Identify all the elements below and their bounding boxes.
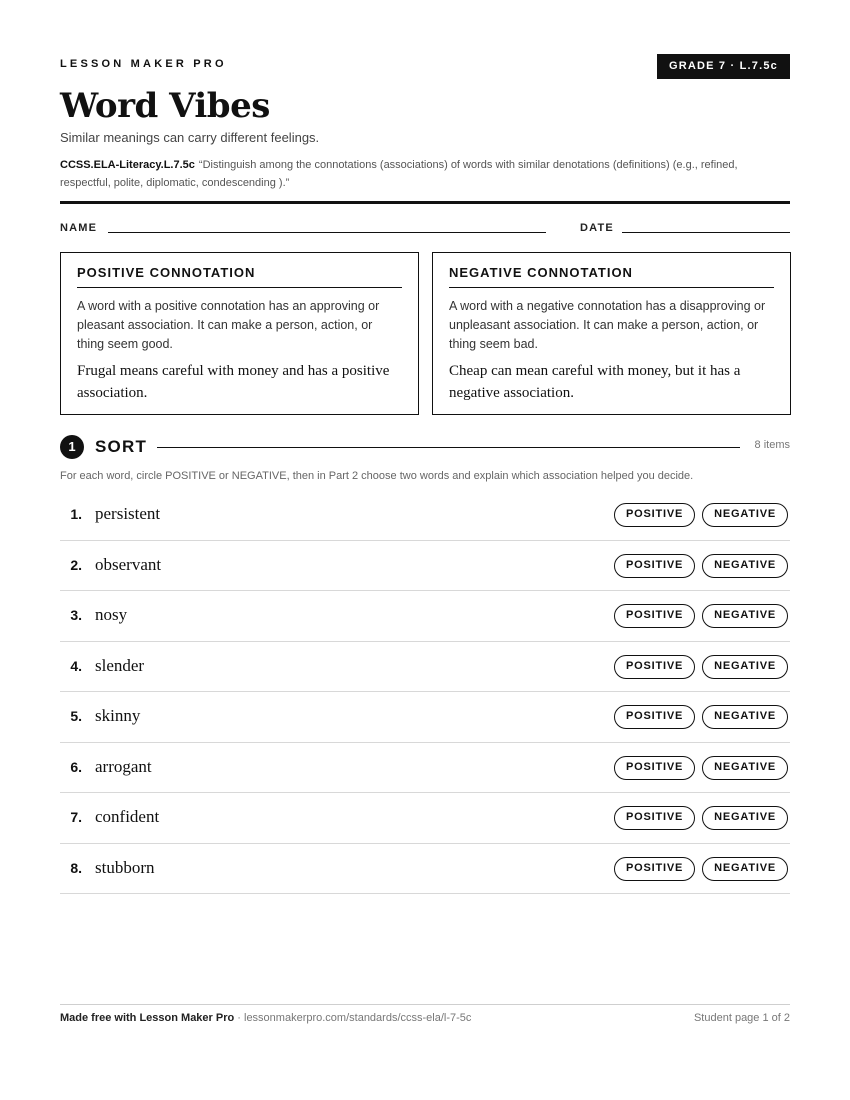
item-number: 3. bbox=[70, 607, 82, 623]
footer-divider bbox=[60, 1004, 790, 1005]
brand-name: LESSON MAKER PRO bbox=[60, 58, 227, 70]
section-number-badge: 1 bbox=[60, 435, 84, 459]
item-word: confident bbox=[95, 807, 160, 826]
item-number: 6. bbox=[70, 758, 82, 775]
standard-text: “Distinguish among the connotations (associations) of words with similar denotations (definitions) (e.g., refined, respectful, polite, diplomatic, condescending ).” bbox=[60, 159, 738, 189]
name-label: NAME bbox=[60, 222, 98, 234]
item-word: stubborn bbox=[95, 857, 155, 877]
item-options bbox=[614, 756, 788, 780]
positive-option[interactable]: POSITIVE bbox=[614, 857, 695, 881]
positive-connotation-box bbox=[60, 252, 419, 415]
negative-option[interactable]: NEGATIVE bbox=[702, 655, 788, 679]
section-title: SORT bbox=[95, 437, 148, 456]
section-instructions: For each word, circle POSITIVE or NEGATIVE, then in Part 2 choose two words and explain which association helped you decide. bbox=[60, 470, 694, 482]
footer-made-with: Made free with Lesson Maker Pro bbox=[60, 1012, 235, 1024]
standard-description bbox=[60, 156, 790, 192]
item-options bbox=[614, 503, 788, 527]
sort-item bbox=[60, 844, 790, 895]
sort-item bbox=[60, 743, 790, 794]
item-options bbox=[614, 705, 788, 729]
negative-option[interactable]: NEGATIVE bbox=[702, 554, 788, 578]
item-options bbox=[614, 806, 788, 830]
positive-option[interactable]: POSITIVE bbox=[614, 604, 695, 628]
name-field-line[interactable] bbox=[108, 232, 546, 233]
footer-page-number: Student page 1 of 2 bbox=[693, 1012, 790, 1024]
sort-item bbox=[60, 541, 790, 592]
item-options bbox=[614, 604, 788, 628]
item-number: 2. bbox=[70, 556, 82, 573]
footer-url[interactable]: · lessonmakerpro.com/standards/ccss-ela/l-7-5c bbox=[234, 1012, 472, 1024]
item-options bbox=[614, 857, 788, 881]
negative-option[interactable]: NEGATIVE bbox=[702, 857, 788, 881]
section-divider bbox=[157, 447, 740, 448]
sort-item bbox=[60, 692, 790, 743]
negative-box-heading: NEGATIVE CONNOTATION bbox=[449, 265, 774, 288]
sort-item bbox=[60, 793, 790, 844]
negative-option[interactable]: NEGATIVE bbox=[702, 806, 788, 830]
item-word: slender bbox=[95, 655, 145, 675]
negative-box-description: A word with a negative connotation has a disapproving or unpleasant association. It can make a person, action, or thing seem bad. bbox=[449, 299, 766, 351]
positive-option[interactable]: POSITIVE bbox=[614, 503, 695, 527]
sort-item bbox=[60, 490, 790, 541]
negative-option[interactable]: NEGATIVE bbox=[702, 503, 788, 527]
positive-box-example: Frugal means careful with money and has a positive association. bbox=[77, 363, 390, 401]
negative-connotation-box bbox=[432, 252, 791, 415]
item-number: 5. bbox=[70, 708, 82, 724]
item-word: persistent bbox=[95, 504, 161, 523]
item-options bbox=[614, 554, 788, 578]
positive-box-heading: POSITIVE CONNOTATION bbox=[77, 265, 402, 288]
negative-option[interactable]: NEGATIVE bbox=[702, 756, 788, 780]
positive-option[interactable]: POSITIVE bbox=[614, 554, 695, 578]
item-word: arrogant bbox=[95, 756, 152, 776]
item-word: nosy bbox=[95, 605, 128, 624]
item-number: 7. bbox=[70, 809, 82, 825]
item-number: 8. bbox=[70, 859, 82, 876]
grade-badge: GRADE 7 · L.7.5c bbox=[657, 54, 790, 79]
positive-option[interactable]: POSITIVE bbox=[614, 655, 695, 679]
positive-option[interactable]: POSITIVE bbox=[614, 806, 695, 830]
header-divider bbox=[60, 201, 790, 204]
item-options bbox=[614, 655, 788, 679]
item-word: skinny bbox=[95, 706, 141, 725]
positive-option[interactable]: POSITIVE bbox=[614, 756, 695, 780]
sort-item bbox=[60, 642, 790, 693]
item-word: observant bbox=[95, 554, 162, 574]
sort-item bbox=[60, 591, 790, 642]
sort-item-list bbox=[60, 490, 790, 894]
footer-credit bbox=[60, 1012, 471, 1024]
negative-option[interactable]: NEGATIVE bbox=[702, 604, 788, 628]
page-title: Word Vibes bbox=[60, 86, 270, 126]
section-item-count: 8 items bbox=[754, 439, 790, 451]
date-label: DATE bbox=[580, 222, 614, 234]
date-field-line[interactable] bbox=[622, 232, 790, 233]
positive-option[interactable]: POSITIVE bbox=[614, 705, 695, 729]
negative-box-example: Cheap can mean careful with money, but it has a negative association. bbox=[449, 363, 741, 401]
page-subtitle: Similar meanings can carry different feelings. bbox=[60, 130, 320, 145]
positive-box-description: A word with a positive connotation has an approving or pleasant association. It can make a person, action, or thing seem good. bbox=[77, 299, 380, 351]
item-number: 4. bbox=[70, 657, 82, 674]
standard-code: CCSS.ELA-Literacy.L.7.5c bbox=[60, 159, 195, 171]
negative-option[interactable]: NEGATIVE bbox=[702, 705, 788, 729]
item-number: 1. bbox=[70, 506, 82, 522]
